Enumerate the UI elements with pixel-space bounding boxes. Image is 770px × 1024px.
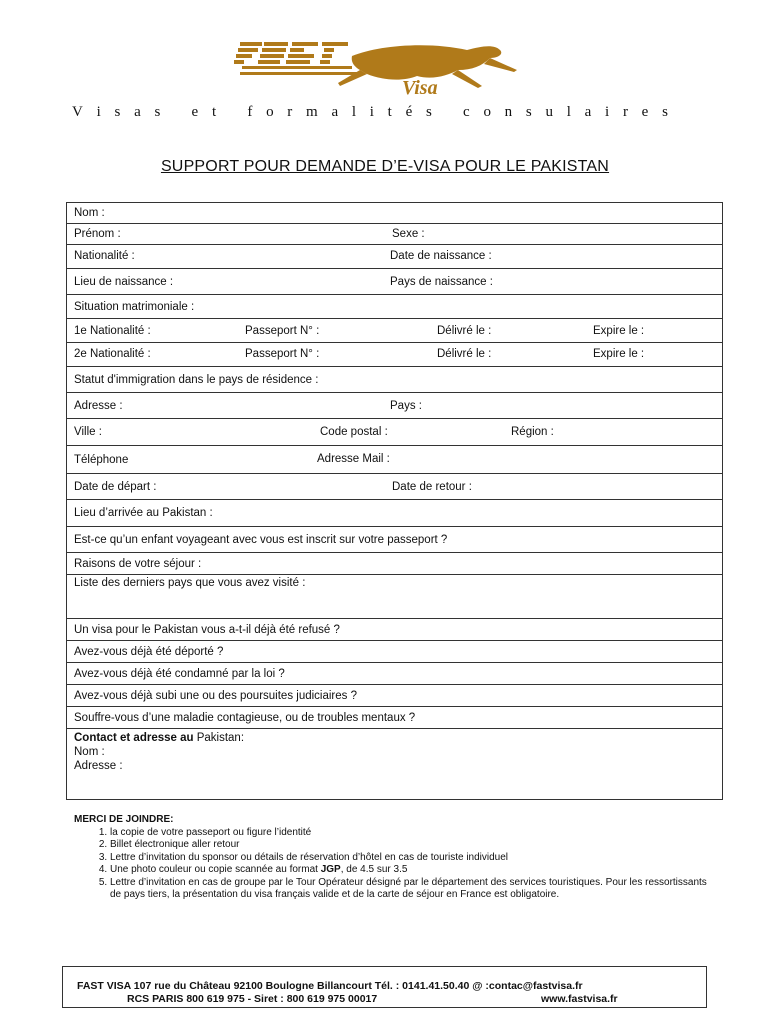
list-item: 2. Billet électronique aller retour [110, 839, 714, 852]
label-date-naissance: Date de naissance : [390, 250, 492, 262]
tagline-letter: c [463, 104, 470, 120]
label-lieu-naissance: Lieu de naissance : [74, 276, 174, 288]
list-item: 5. Lettre d’invitation en cas de groupe par le Tour Opérateur désigné par le département des services touristiques. Pour les ressortissants de pays tiers, la présentation du visa français valide et de la carte de séjour en France est obligatoire. [110, 877, 714, 902]
label-lieu-arrivee: Lieu d’arrivée au Pakistan : [74, 507, 213, 519]
tagline-letter: l [351, 104, 357, 120]
tagline-letter: t [387, 104, 392, 120]
tagline-letter: f [247, 104, 253, 120]
contact-heading [74, 731, 715, 745]
list-item [110, 864, 714, 877]
label-code-postal: Code postal : [320, 426, 388, 438]
tagline-letter: e [641, 104, 649, 120]
row-lieu-arrivee [67, 500, 722, 527]
row-enfant [67, 527, 722, 553]
label-nat1: 1e Nationalité : [74, 325, 151, 337]
row-maladie [67, 707, 722, 729]
row-prenom [67, 224, 722, 245]
label-sexe: Sexe : [392, 228, 425, 240]
row-nationalite-2 [67, 343, 722, 367]
row-nationalite [67, 245, 722, 269]
label-liste-pays: Liste des derniers pays que vous avez visité : [74, 577, 306, 589]
notes-list [74, 827, 714, 902]
label-contact-nom: Nom : [74, 746, 105, 758]
row-deporte [67, 641, 722, 663]
label-maladie: Souffre-vous d’une maladie contagieuse, ou de troubles mentaux ? [74, 712, 416, 724]
label-contact-adresse: Adresse : [74, 760, 123, 772]
label-expire-2: Expire le : [593, 348, 645, 360]
row-condamne [67, 663, 722, 685]
tagline-letter: s [425, 104, 432, 120]
label-refus: Un visa pour le Pakistan vous a-t-il déjà été refusé ? [74, 624, 340, 636]
contact-heading-bold: Contact et adresse au [74, 732, 194, 744]
label-delivre-2: Délivré le : [437, 348, 492, 360]
tagline-letter [446, 104, 450, 121]
list-item: 3. Lettre d’invitation du sponsor ou détails de réservation d’hôtel en cas de touriste individuel [110, 852, 714, 865]
row-adresse [67, 393, 722, 419]
tagline-letter: V [72, 104, 83, 120]
label-passeport-2: Passeport N° : [245, 348, 320, 360]
tagline-letter: s [154, 104, 161, 120]
label-date-retour: Date de retour : [392, 481, 472, 493]
label-nat2: 2e Nationalité : [74, 348, 151, 360]
row-nom [67, 203, 722, 224]
list-item: 1. la copie de votre passeport ou figure l’identité [110, 827, 714, 840]
tagline-letter: o [483, 104, 491, 120]
label-poursuites: Avez-vous déjà subi une ou des poursuites judiciaires ? [74, 690, 357, 702]
label-telephone: Téléphone [74, 454, 129, 466]
tagline-letter: r [287, 104, 293, 120]
page-title: SUPPORT POUR DEMANDE D’E-VISA POUR LE PAKISTAN [160, 158, 610, 175]
tagline [72, 104, 668, 121]
label-prenom: Prénom : [74, 228, 121, 240]
footer [62, 966, 707, 1008]
tagline-letter: s [662, 104, 668, 120]
label-ville: Ville : [74, 426, 102, 438]
label-region: Région : [511, 426, 554, 438]
label-statut: Statut d'immigration dans le pays de résidence : [74, 374, 319, 386]
row-contact-pakistan [67, 729, 722, 799]
tagline-letter: r [622, 104, 628, 120]
tagline-letter: o [266, 104, 274, 120]
row-lieu-naissance [67, 269, 722, 295]
tagline-letter: a [331, 104, 339, 120]
tagline-letter: a [584, 104, 592, 120]
tagline-letter: i [605, 104, 610, 120]
tagline-letter: u [545, 104, 553, 120]
tagline-letter: n [504, 104, 513, 120]
note-4-text: Une photo couleur ou copie scannée au format JGP, de 4.5 sur 3.5 [110, 864, 408, 875]
tagline-letter: é [405, 104, 413, 120]
row-refus [67, 619, 722, 641]
fast-visa-logo [232, 36, 522, 98]
row-raisons [67, 553, 722, 575]
notes-heading: MERCI DE JOINDRE: [74, 814, 174, 825]
tagline-letter: i [96, 104, 101, 120]
contact-heading-rest: Pakistan: [193, 732, 245, 744]
label-condamne: Avez-vous déjà été condamné par la loi ? [74, 668, 285, 680]
attachments-notes [74, 814, 714, 902]
tagline-letter: a [134, 104, 141, 120]
label-passeport-1: Passeport N° : [245, 325, 320, 337]
tagline-letter: s [525, 104, 532, 120]
label-enfant: Est-ce qu’un enfant voyageant avec vous est inscrit sur votre passeport ? [74, 534, 448, 546]
footer-website-link[interactable]: www.fastvisa.fr [541, 993, 618, 1005]
footer-address: FAST VISA 107 rue du Château 92100 Boulogne Billancourt Tél. : 0141.41.50.40 @ :contac@fastvisa.fr [77, 980, 583, 992]
tagline-letter [174, 104, 178, 121]
tagline-letter: l [566, 104, 571, 120]
label-raisons: Raisons de votre séjour : [74, 558, 202, 570]
row-nationalite-1 [67, 319, 722, 343]
row-ville [67, 419, 722, 446]
tagline-letter: e [191, 104, 199, 120]
label-adresse: Adresse : [74, 400, 123, 412]
logo-visa-text: Visa [402, 77, 438, 98]
label-deporte: Avez-vous déjà été déporté ? [74, 646, 224, 658]
tagline-letter: s [114, 104, 121, 120]
application-form [66, 202, 723, 800]
label-delivre-1: Délivré le : [437, 325, 492, 337]
row-statut [67, 367, 722, 393]
row-dates [67, 474, 722, 500]
label-date-depart: Date de départ : [74, 481, 157, 493]
label-pays-naissance: Pays de naissance : [390, 276, 493, 288]
format-emphasis: JGP [320, 864, 341, 875]
label-pays: Pays : [390, 400, 422, 412]
tagline-letter: i [369, 104, 374, 120]
label-situation: Situation matrimoniale : [74, 301, 195, 313]
row-liste-pays [67, 575, 722, 619]
label-expire-1: Expire le : [593, 325, 645, 337]
label-mail: Adresse Mail : [317, 453, 390, 465]
label-nom: Nom : [74, 207, 105, 219]
row-poursuites [67, 685, 722, 707]
row-situation [67, 295, 722, 319]
row-telephone [67, 446, 722, 474]
tagline-letter [230, 104, 234, 121]
label-nationalite: Nationalité : [74, 250, 135, 262]
tagline-letter: m [306, 104, 318, 120]
footer-rcs: RCS PARIS 800 619 975 - Siret : 800 619 975 00017 [127, 993, 378, 1005]
tagline-letter: t [211, 104, 217, 120]
